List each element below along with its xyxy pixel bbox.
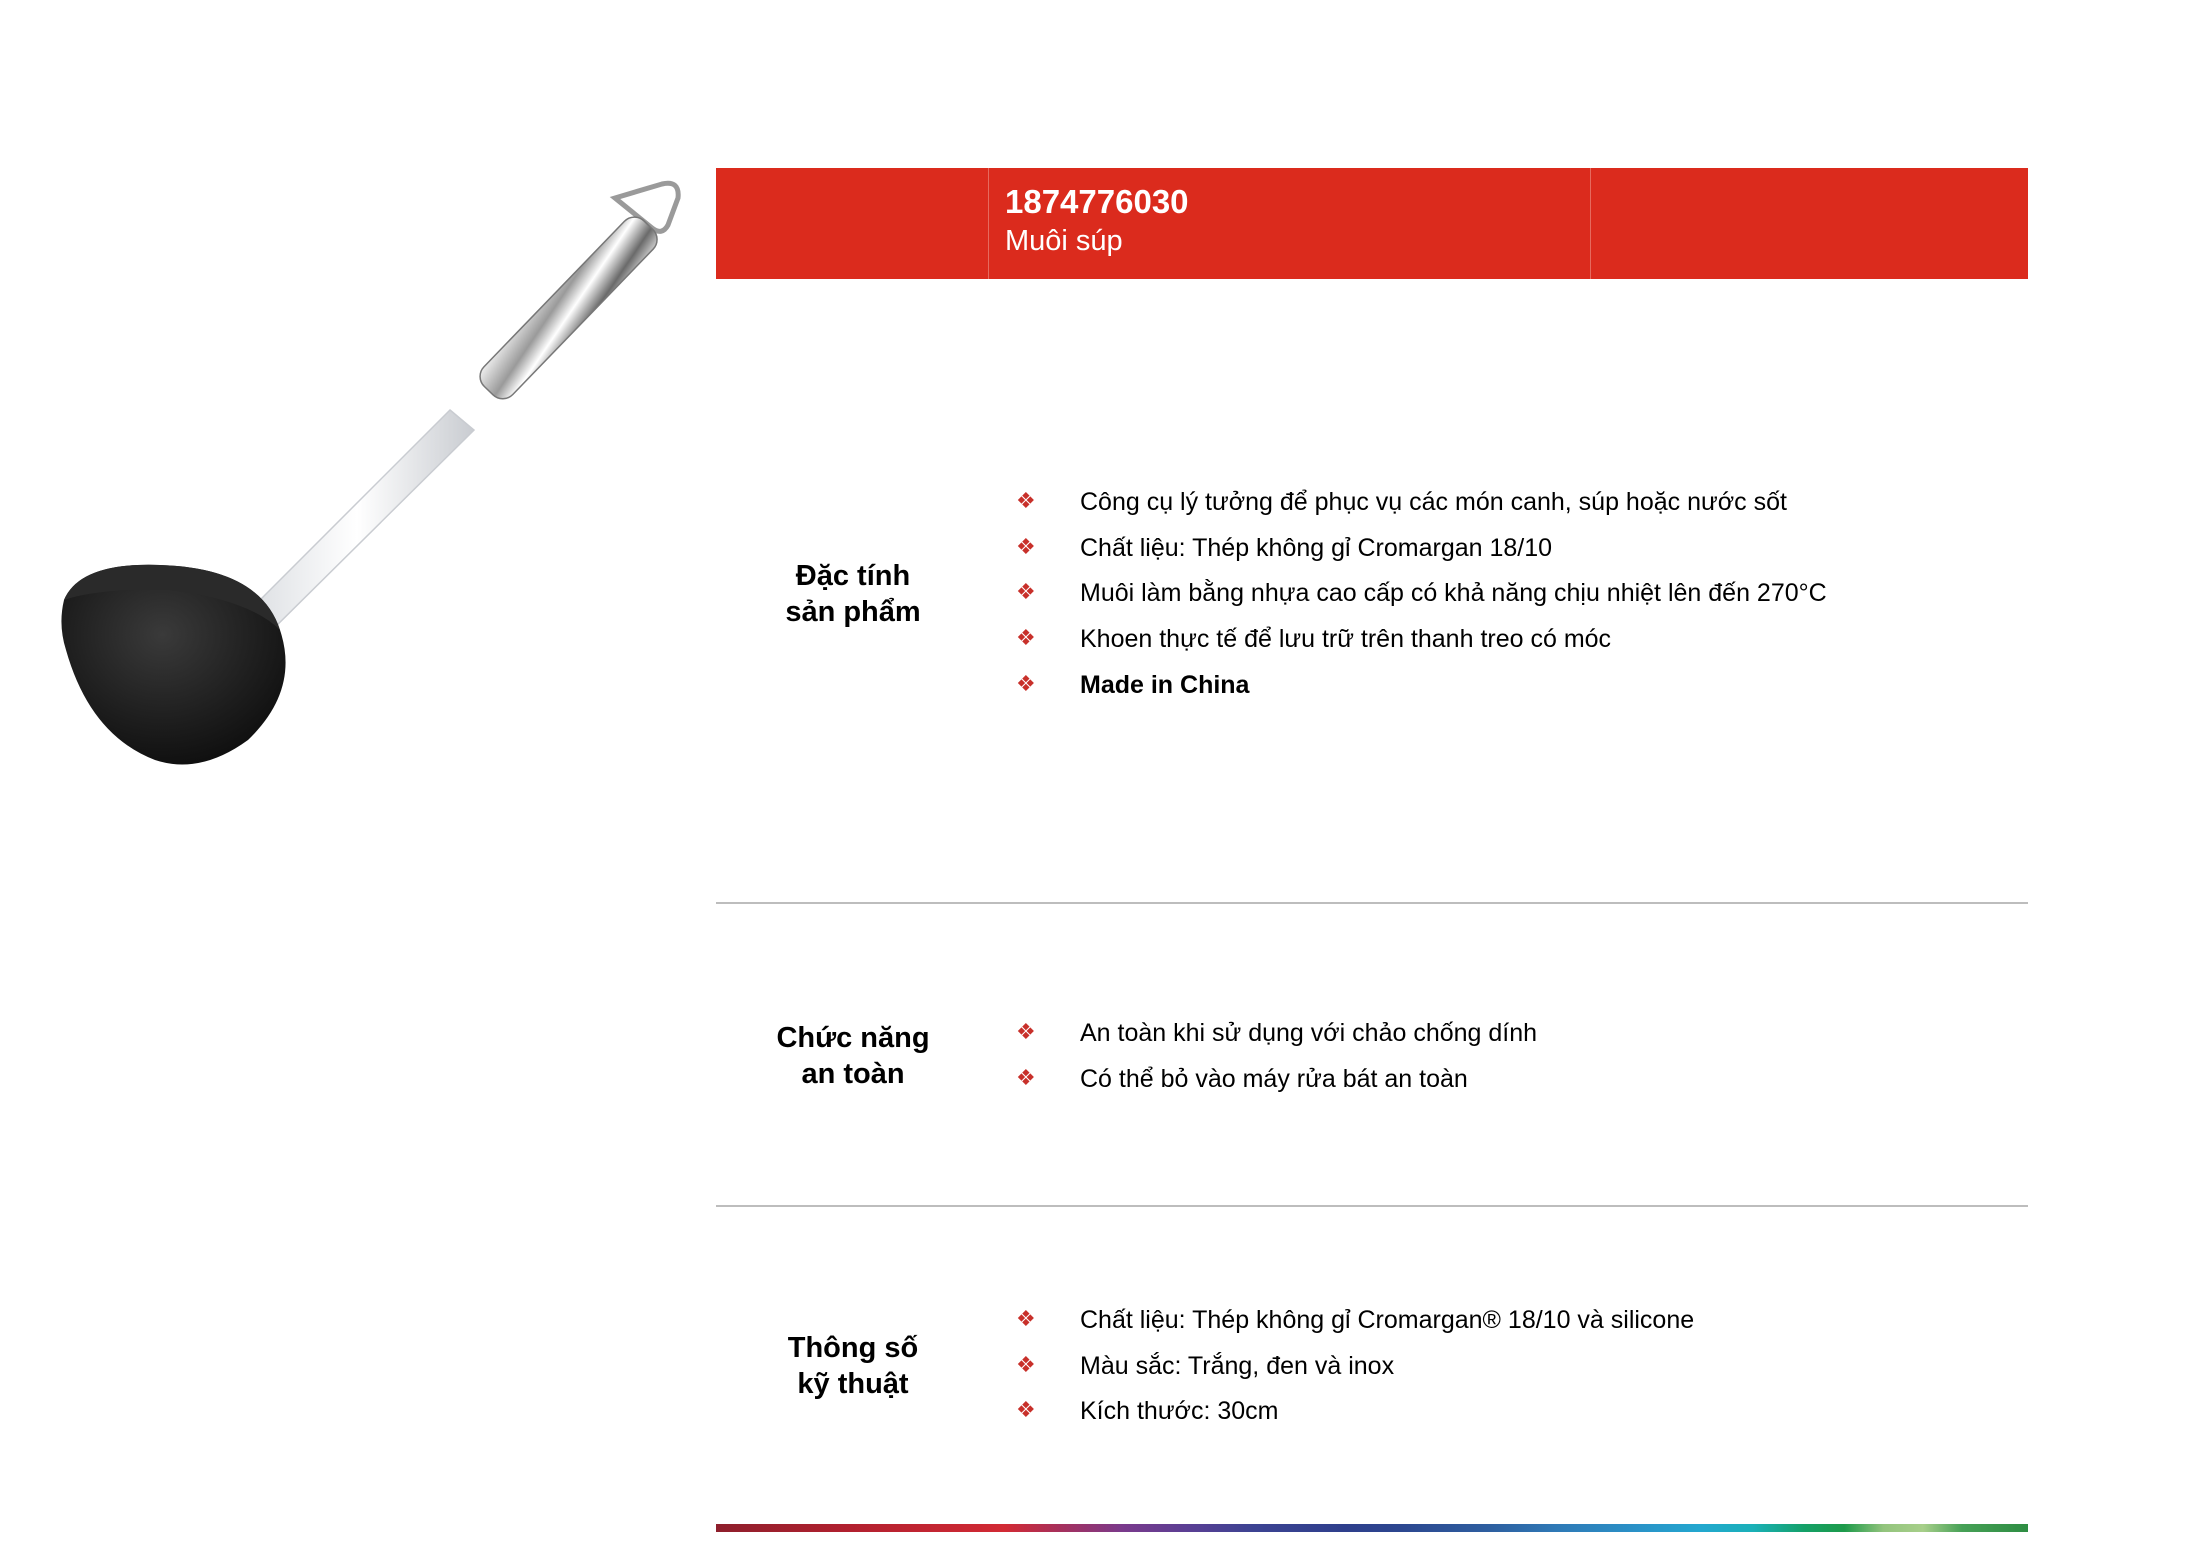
bullet-icon: ❖ — [1016, 671, 1036, 697]
list-item-text: Công cụ lý tưởng để phục vụ các món canh, súp hoặc nước sốt — [1080, 488, 1787, 516]
section-label-specs — [713, 1330, 993, 1402]
section-label-line: Chức năng — [776, 1022, 930, 1054]
bullet-icon: ❖ — [1016, 1307, 1036, 1332]
soup-ladle-icon — [50, 170, 710, 780]
safety-list — [1016, 1018, 1537, 1109]
product-header-bar — [716, 168, 2028, 279]
bullet-icon: ❖ — [1016, 1398, 1036, 1424]
header-divider — [988, 168, 989, 279]
list-item-text: Màu sắc: Trắng, đen và inox — [1080, 1351, 1395, 1380]
list-item — [1016, 670, 1827, 716]
bullet-icon: ❖ — [1016, 1020, 1036, 1045]
list-item — [1016, 1351, 1694, 1397]
list-item — [1016, 624, 1827, 670]
section-label-line: an toàn — [801, 1058, 905, 1090]
product-name: Muôi súp — [1005, 225, 1123, 257]
list-item-text: Muôi làm bằng nhựa cao cấp có khả năng chịu nhiệt lên đến 270°C — [1080, 579, 1827, 608]
list-item-text: Chất liệu: Thép không gỉ Cromargan® 18/10 và silicone — [1080, 1306, 1695, 1334]
bullet-icon: ❖ — [1016, 534, 1036, 560]
section-divider — [716, 902, 2028, 904]
list-item — [1016, 1305, 1694, 1351]
list-item-text: Kích thước: 30cm — [1080, 1397, 1279, 1426]
list-item-text: Made in China — [1080, 670, 1250, 699]
list-item — [1016, 487, 1827, 533]
bullet-icon: ❖ — [1016, 1352, 1036, 1378]
list-item-text: Khoen thực tế để lưu trữ trên thanh treo có móc — [1080, 625, 1612, 654]
brand-color-bar — [716, 1524, 2028, 1532]
section-label-safety — [713, 1020, 993, 1092]
bullet-icon: ❖ — [1016, 489, 1036, 514]
list-item-text: An toàn khi sử dụng với chảo chống dính — [1080, 1019, 1538, 1047]
features-list — [1016, 487, 1827, 715]
bullet-icon: ❖ — [1016, 580, 1036, 606]
section-label-features — [713, 558, 993, 630]
product-title-block — [1005, 182, 1189, 260]
section-label-line: sản phẩm — [785, 596, 921, 628]
list-item — [1016, 1396, 1694, 1442]
list-item-text: Chất liệu: Thép không gỉ Cromargan 18/10 — [1080, 533, 1553, 562]
list-item-text: Có thể bỏ vào máy rửa bát an toàn — [1080, 1064, 1468, 1093]
header-divider — [1590, 168, 1591, 279]
product-code: 1874776030 — [1005, 183, 1189, 220]
list-item — [1016, 1064, 1537, 1110]
section-divider — [716, 1205, 2028, 1207]
bullet-icon: ❖ — [1016, 1065, 1036, 1091]
bullet-icon: ❖ — [1016, 626, 1036, 652]
list-item — [1016, 533, 1827, 579]
list-item — [1016, 578, 1827, 624]
section-label-line: Đặc tính — [795, 560, 911, 592]
section-label-line: kỹ thuật — [797, 1368, 909, 1400]
specs-list — [1016, 1305, 1694, 1442]
section-label-line: Thông số — [787, 1332, 919, 1364]
list-item — [1016, 1018, 1537, 1064]
